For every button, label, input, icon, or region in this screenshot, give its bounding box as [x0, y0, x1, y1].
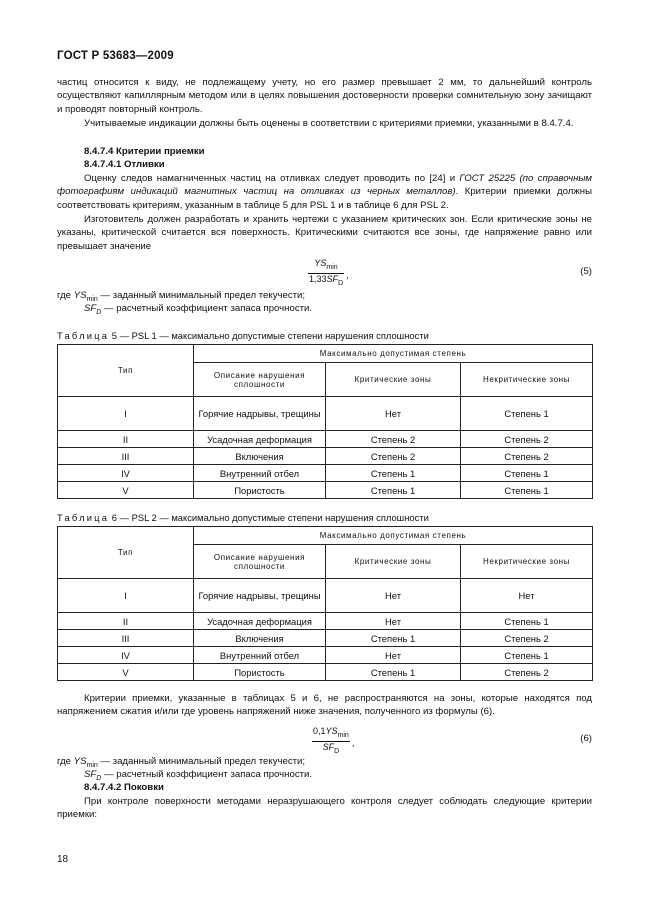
table-row: II Усадочная деформация Нет Степень 1 — [58, 613, 593, 630]
formula-6-fraction: $\frac{0,1YS_{min}}{SF_D}$ — [313, 726, 349, 755]
formula-6-number: (6) — [580, 733, 592, 744]
section-heading-forgings: 8.4.7.4.2 Поковки — [84, 782, 164, 793]
where-ys-2: где $YS_{min}$ — заданный минимальный предел текучести; — [57, 756, 306, 769]
where-ys: где $YS_{min}$ — заданный минимальный предел текучести; — [57, 290, 306, 303]
table-6 — [57, 526, 593, 681]
where-sf-2: $SF_D$ — расчетный коэффициент запаса прочности. — [84, 769, 313, 782]
document-header: ГОСТ Р 53683—2009 — [57, 50, 174, 62]
where-sf: $SF_D$ — расчетный коэффициент запаса прочности. — [84, 303, 313, 316]
table-6-caption: Таблица 6 — PSL 2 — максимально допустимые степени нарушения сплошности — [57, 512, 429, 523]
table-5-caption: Таблица 5 — PSL 1 — максимально допустимые степени нарушения сплошности — [57, 330, 429, 341]
header-noncritical: Некритические зоны — [461, 545, 593, 579]
paragraph-castings — [57, 172, 592, 212]
table-5 — [57, 344, 593, 499]
table-row: III Включения Степень 2 Степень 2 — [58, 448, 593, 465]
header-type: Тип — [58, 527, 194, 579]
gost-reference: ГОСТ 25225 (по справочным фотографиям индикаций магнитных частиц на отливках из черных металлов) — [57, 173, 592, 198]
header-description: Описание нарушения сплошности — [194, 545, 326, 579]
formula-5-fraction: $\frac{YS_{min}}{1,33SF_D}$ — [309, 258, 344, 287]
table-row: II Усадочная деформация Степень 2 Степень 2 — [58, 431, 593, 448]
section-heading-castings: 8.4.7.4.1 Отливки — [84, 159, 165, 170]
paragraph-criteria-scope: Критерии приемки, указанные в таблицах 5 и 6, не распространяются на зоны, которые находятся под напряжением сжатия и/или где уровень напряжений ниже значения, полученного из формулы (6). — [57, 693, 592, 718]
header-critical: Критические зоны — [326, 545, 461, 579]
table-row: I Горячие надрывы, трещины Нет Нет — [58, 579, 593, 613]
header-noncritical: Некритические зоны — [461, 363, 593, 397]
paragraph-forgings: При контроле поверхности методами неразрушающего контроля следует соблюдать следующие критерии приемки: — [57, 796, 592, 821]
header-critical: Критические зоны — [326, 363, 461, 397]
paragraph-continuation: частиц относится к виду, не подлежащему учету, но его размер превышает 2 мм, то дальнейший контроль осуществляют капиллярным методом или в целях повышения достоверности проверки сомнительную зону зачищают и проводят повторный контроль. — [57, 77, 592, 115]
formula-5-number: (5) — [580, 266, 592, 277]
table-row: IV Внутренний отбел Нет Степень 1 — [58, 647, 593, 664]
paragraph-indications: Учитываемые индикации должны быть оценены в соответствии с критериями приемки, указанными в 8.4.7.4. — [84, 118, 574, 129]
table-row: V Пористость Степень 1 Степень 2 — [58, 664, 593, 681]
table-row: I Горячие надрывы, трещины Нет Степень 1 — [58, 397, 593, 431]
table-row: V Пористость Степень 1 Степень 1 — [58, 482, 593, 499]
castings-text-c: . Критерии приемки должны соответствовать критериям, указанным в таблице 5 для PSL 1 и в таблице 6 для PSL 2. — [57, 186, 592, 211]
formula-6: $\frac{0,1YS_{min}}{SF_D}$ , — [313, 726, 355, 755]
page-number: 18 — [57, 854, 69, 865]
table-row: III Включения Степень 1 Степень 2 — [58, 630, 593, 647]
section-heading-acceptance: 8.4.7.4 Критерии приемки — [84, 146, 205, 157]
header-type: Тип — [58, 345, 194, 397]
header-max-degree: Максимально допустимая степень — [194, 527, 593, 545]
header-description: Описание нарушения сплошности — [194, 363, 326, 397]
paragraph-critical-zones: Изготовитель должен разработать и хранить чертежи с указанием критических зон. Если критические зоны не указаны, критической считается вся поверхность. Критическими считаются все зоны, где напряжение равно или превышает значение — [57, 214, 592, 252]
formula-5: $\frac{YS_{min}}{1,33SF_D}$ , — [309, 258, 349, 287]
table-row: IV Внутренний отбел Степень 1 Степень 1 — [58, 465, 593, 482]
header-max-degree: Максимально допустимая степень — [194, 345, 593, 363]
castings-text-a: Оценку следов намагниченных частиц на отливках следует проводить по [24] и — [84, 173, 460, 184]
